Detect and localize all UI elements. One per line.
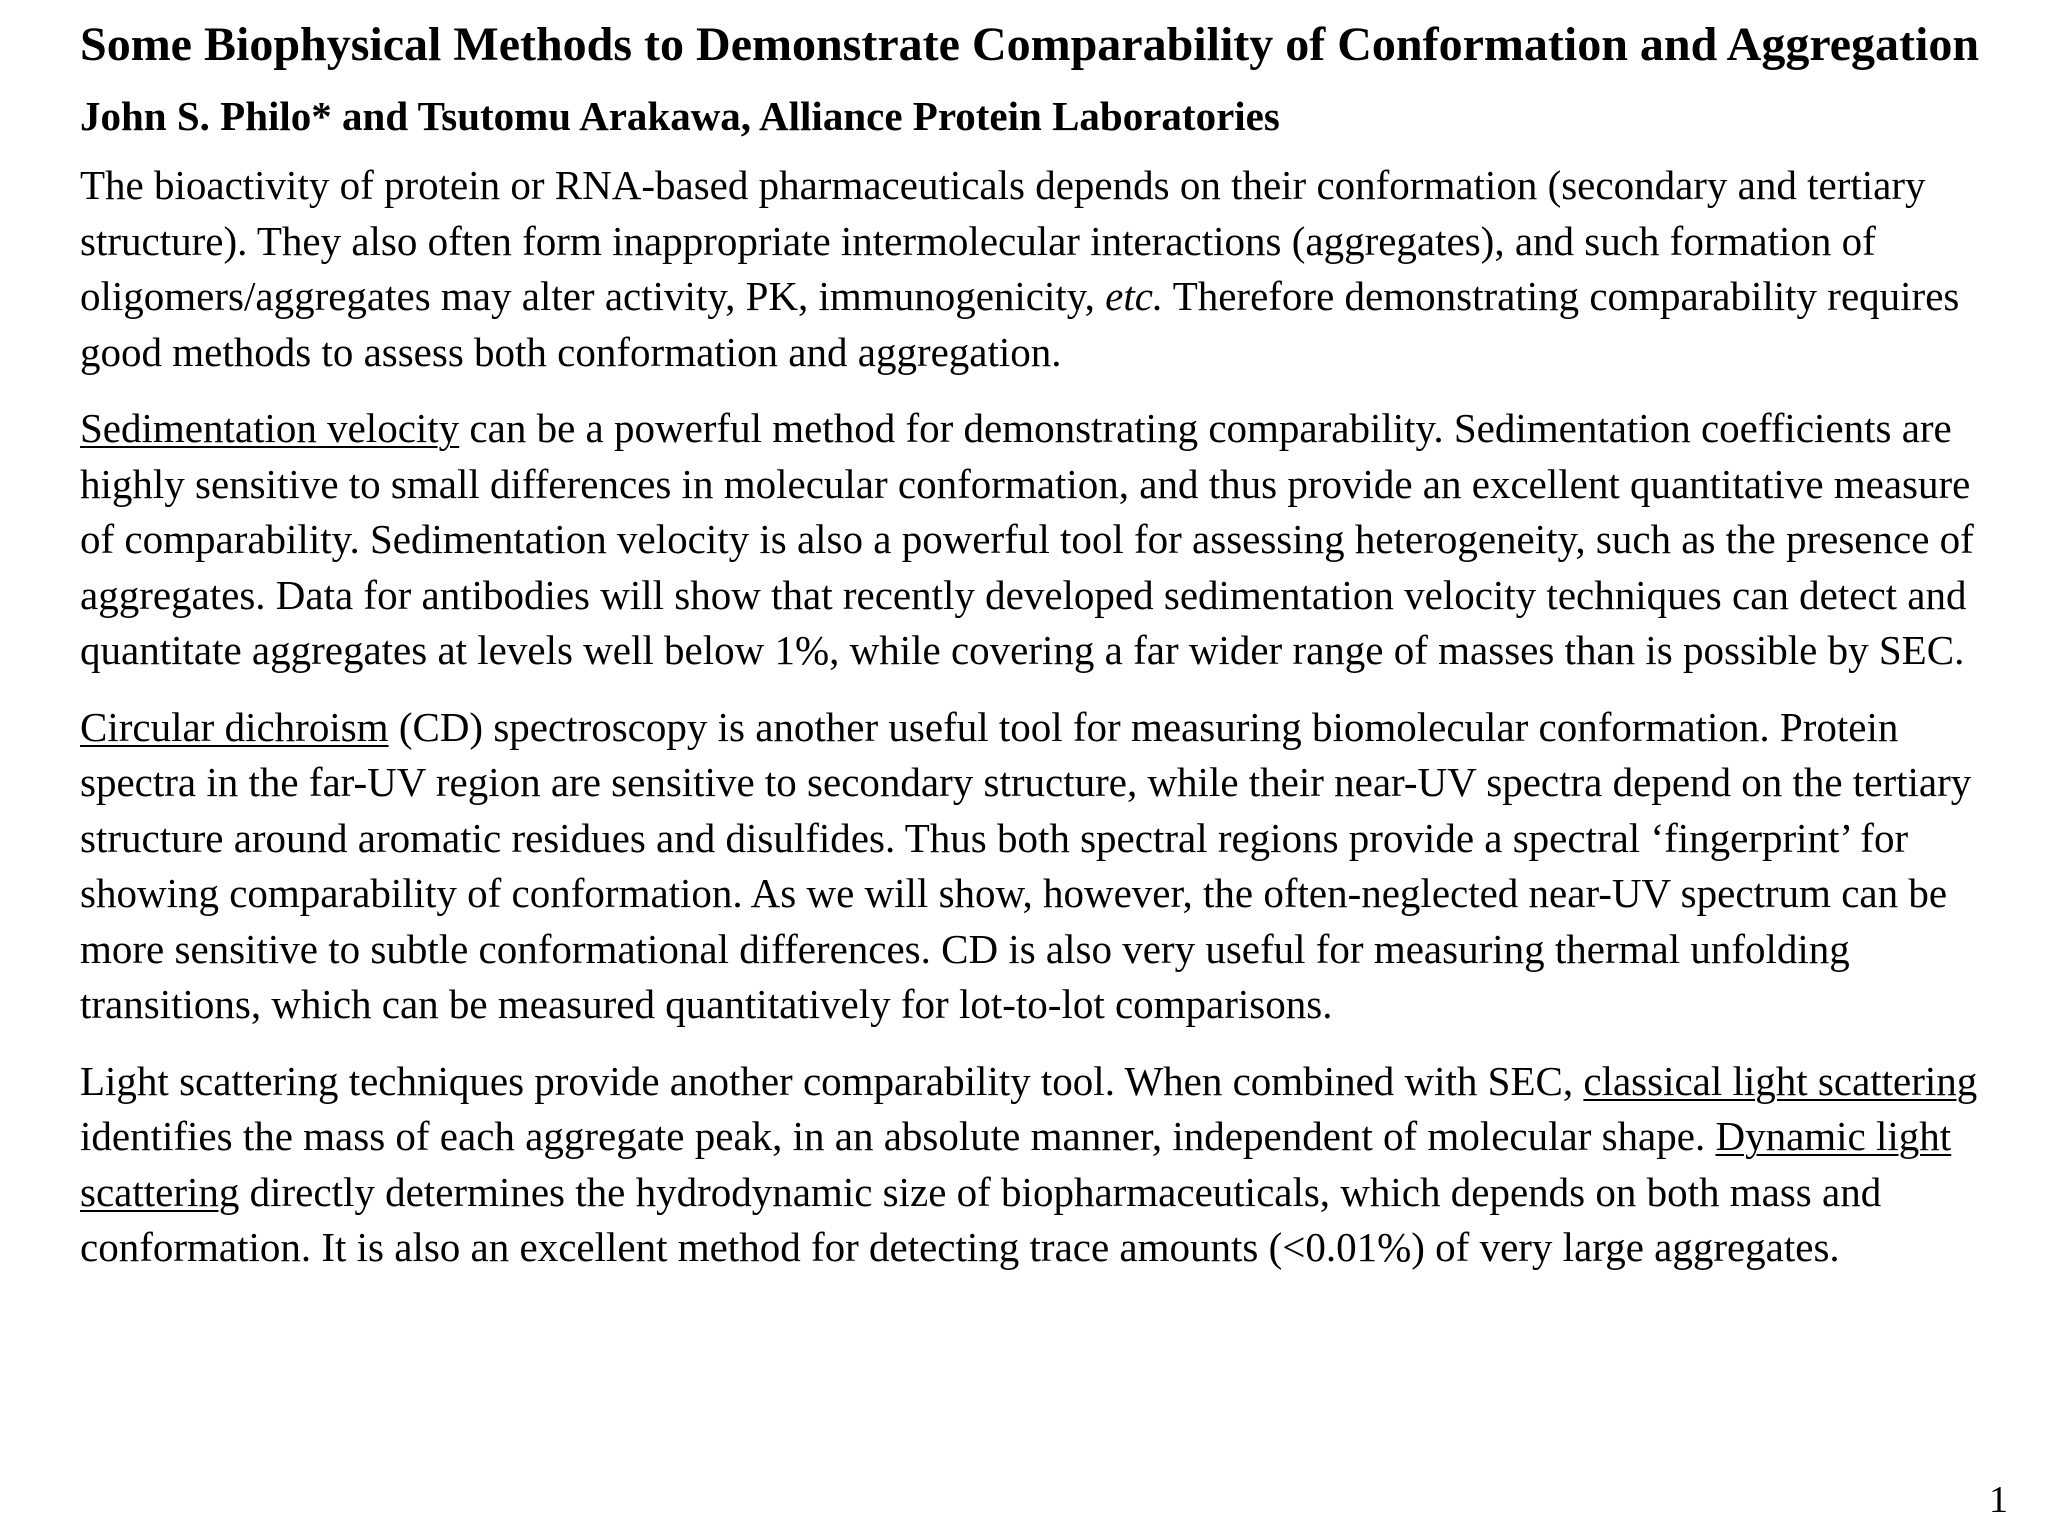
circular-dichroism-paragraph — [80, 700, 2010, 1033]
circular-dichroism-term: Circular dichroism — [80, 703, 389, 750]
intro-etc: etc. — [1105, 273, 1164, 319]
document-page — [80, 14, 2010, 1297]
light-scattering-text-b: identifies the mass of each aggregate peak, in an absolute manner, independent of molecular shape. — [80, 1113, 1706, 1159]
sedimentation-paragraph — [80, 401, 2010, 679]
document-title: Some Biophysical Methods to Demonstrate Comparability of Conformation and Aggregation — [80, 18, 1980, 71]
light-scattering-text-c: directly determines the hydrodynamic size of biopharmaceuticals, which depends on both mass and conformation. It is also an excellent method for detecting trace amounts (<0.01%) of very large aggregates. — [80, 1168, 1882, 1270]
light-scattering-paragraph — [80, 1054, 2010, 1276]
sedimentation-text: can be a powerful method for demonstrating comparability. Sedimentation coefficients are highly sensitive to small differences in molecular conformation, and thus provide an excellent quantitative measure of comparability. Sedimentation velocity is also a powerful tool for assessing heterogeneity, such as the presence of aggregates. Data for antibodies will show that recently developed sedimentation velocity techniques can detect and quantitate aggregates at levels well below 1%, while covering a far wider range of masses than is possible by SEC. — [80, 405, 1974, 673]
circular-dichroism-text: (CD) spectroscopy is another useful tool for measuring biomolecular conformation. Protein spectra in the far-UV region are sensitive to secondary structure, while their near-UV spectra depend on the tertiary structure around aromatic residues and disulfides. Thus both spectral regions provide a spectral ‘fingerprint’ for showing comparability of conformation. As we will show, however, the often-neglected near-UV spectrum can be more sensitive to subtle conformational differences. CD is also very useful for measuring thermal unfolding transitions, which can be measured quantitatively for lot-to-lot comparisons. — [80, 703, 1972, 1027]
authors-line: John S. Philo* and Tsutomu Arakawa, Alliance Protein Laboratories — [80, 93, 1280, 139]
page-number: 1 — [1989, 1479, 2008, 1521]
intro-paragraph — [80, 158, 2010, 380]
classical-light-scattering-term: classical light scattering — [1583, 1057, 1978, 1104]
intro-text-b: Therefore demonstrating comparability requires good methods to assess both conformation and aggregation. — [80, 273, 1960, 375]
light-scattering-text-a: Light scattering techniques provide another comparability tool. When combined with SEC, — [80, 1057, 1574, 1104]
intro-text-a: The bioactivity of protein or RNA-based pharmaceuticals depends on their conformation (secondary and tertiary structure). They also often form inappropriate intermolecular interactions (aggregates), and such formation of oligomers/aggregates may alter activity, PK, immunogenicity, — [80, 162, 1926, 319]
dynamic-light-scattering-term: Dynamic light scattering — [80, 1113, 1952, 1215]
sedimentation-velocity-term: Sedimentation velocity — [80, 405, 460, 451]
